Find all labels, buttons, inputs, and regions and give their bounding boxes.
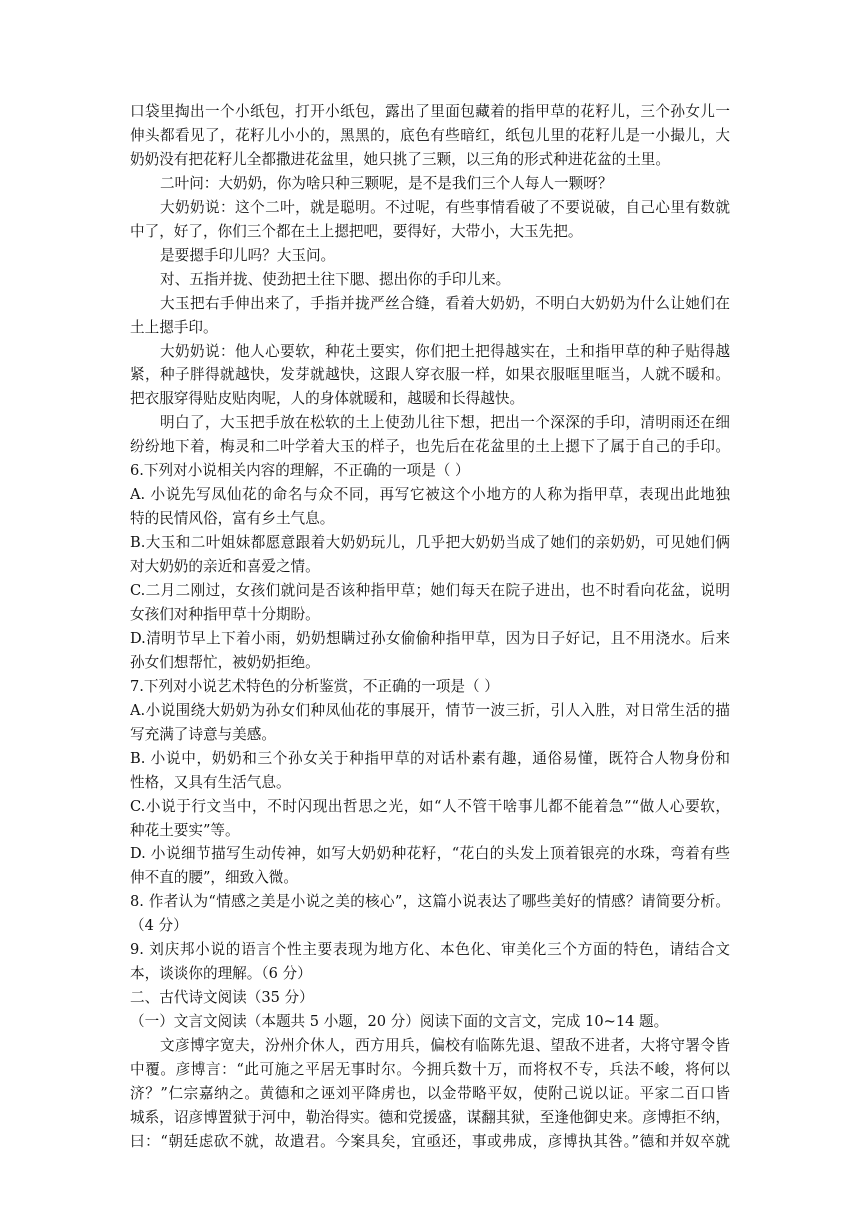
text-line: 特的民情风俗，富有乡土气息。 bbox=[130, 510, 335, 528]
text-line: 城系，诏彦博置狱于河中，勒治得实。德和党援盛，谋翻其狱，至逢他御史来。彦博拒不纳， bbox=[130, 1108, 730, 1126]
text-line: 伸不直的腰”，细致入微。 bbox=[130, 869, 298, 887]
text-line: 中了，好了，你们三个都在土上摁把吧，要得好，大带小，大玉先把。 bbox=[130, 222, 583, 240]
text-line: 本，谈谈你的理解。（6 分） bbox=[130, 965, 312, 983]
text-line: 纷纷地下着，梅灵和二叶学着大玉的样子，也先后在花盆里的土上摁下了属于自己的手印。 bbox=[130, 438, 730, 456]
text-line: 口袋里掏出一个小纸包，打开小纸包，露出了里面包藏着的指甲草的花籽儿，三个孙女儿一 bbox=[130, 103, 730, 120]
text-line: 紧，种子胖得就越快，发芽就越快，这跟人穿衣服一样，如果衣服哐里哐当，人就不暖和。 bbox=[130, 366, 730, 384]
text-line: 女孩们对种指甲草十分期盼。 bbox=[130, 605, 320, 623]
text-line: 大奶奶说：这个二叶，就是聪明。不过呢，有些事情看破了不要说破，自己心里有数就 bbox=[160, 198, 730, 216]
text-line: 大玉把右手伸出来了，手指并拢严丝合缝，看着大奶奶，不明白大奶奶为什么让她们在 bbox=[160, 294, 730, 312]
text-line: 对大奶奶的亲近和喜爱之情。 bbox=[130, 558, 320, 576]
text-line: 性格，又具有生活气息。 bbox=[130, 773, 291, 791]
text-line: 对、五指并拢、使劲把土往下腮、摁出你的手印儿来。 bbox=[160, 270, 511, 288]
text-line: 奶奶没有把花籽儿全都撒进花盆里，她只挑了三颗，以三角的形式种进花盆的土里。 bbox=[130, 150, 670, 168]
text-line: B.大玉和二叶姐妹都愿意跟着大奶奶玩儿，几乎把大奶奶当成了她们的亲奶奶，可见她们俩 bbox=[130, 534, 730, 552]
text-line: 伸头都看见了，花籽儿小小的，黑黑的，底色有些暗红，纸包儿里的花籽儿是一小撮儿，大 bbox=[130, 126, 730, 144]
text-line: 6.下列对小说相关内容的理解，不正确的一项是（ ） bbox=[130, 462, 470, 480]
text-line: （4 分） bbox=[130, 917, 188, 935]
text-line: 二叶问：大奶奶，你为啥只种三颗呢，是不是我们三个人每人一颗呀？ bbox=[160, 174, 613, 192]
text-line: 是要摁手印儿吗？大玉问。 bbox=[160, 246, 336, 264]
text-line: 二、古代诗文阅读（35 分） bbox=[130, 989, 314, 1007]
text-line: 8. 作者认为“情感之美是小说之美的核心”，这篇小说表达了哪些美好的情感？请简要分析。 bbox=[130, 893, 730, 911]
text-line: 把衣服穿得贴皮贴肉呢，人的身体就暖和，越暖和长得越快。 bbox=[130, 390, 525, 408]
text-line: 土上摁手印。 bbox=[130, 318, 218, 336]
text-line: A.小说围绕大奶奶为孙女们种凤仙花的事展开，情节一波三折，引人入胜，对日常生活的描 bbox=[130, 701, 730, 719]
text-line: 种花土要实”等。 bbox=[130, 821, 240, 839]
text-line: 7.下列对小说艺术特色的分析鉴赏，不正确的一项是（ ） bbox=[130, 677, 499, 695]
text-line: 孙女们想帮忙，被奶奶拒绝。 bbox=[130, 653, 320, 671]
text-line: 济？”仁宗嘉纳之。黄德和之诬刘平降虏也，以金带略平奴，使附己说以证。平家二百口皆 bbox=[130, 1084, 730, 1102]
text-line: 文彦博字宽夫，汾州介休人，西方用兵，偏校有临陈先退、望敌不进者，大将守署令皆 bbox=[160, 1037, 730, 1055]
text-line: 中覆。彦博言：“此可施之平居无事时尔。今拥兵数十万，而将权不专，兵法不峻，将何以 bbox=[130, 1061, 730, 1078]
text-line: 大奶奶说：他人心要软，种花土要实，你们把土把得越实在，土和指甲草的种子贴得越 bbox=[160, 342, 730, 360]
text-line: D.清明节早上下着小雨，奶奶想瞒过孙女偷偷种指甲草，因为日子好记，且不用浇水。后来 bbox=[130, 629, 730, 647]
text-line: A. 小说先写凤仙花的命名与众不同，再写它被这个小地方的人称为指甲草，表现出此地独 bbox=[130, 486, 730, 504]
text-line: 写充满了诗意与美感。 bbox=[130, 725, 276, 743]
text-line: C.小说于行文当中，不时闪现出哲思之光，如“人不管干啥事儿都不能着急”“做人心要软， bbox=[130, 797, 730, 815]
text-line: 明白了，大玉把手放在松软的土上使劲儿往下想，把出一个深深的手印，清明雨还在细 bbox=[160, 414, 730, 432]
text-line: 9. 刘庆邦小说的语言个性主要表现为地方化、本色化、审美化三个方面的特色，请结合文 bbox=[130, 941, 730, 959]
text-line: 曰：“朝廷虑砍不就，故遣君。今案具矣，宜亟还，事或弗成，彦博执其咎。”德和并奴卒就 bbox=[130, 1132, 730, 1150]
text-line: C.二月二刚过，女孩们就问是否该种指甲草；她们每天在院子进出，也不时看向花盆，说明 bbox=[130, 582, 730, 599]
text-line: （一）文言文阅读（本题共 5 小题，20 分）阅读下面的文言文，完成 10~14 题。 bbox=[130, 1013, 669, 1031]
text-line: D. 小说细节描写生动传神，如写大奶奶种花籽，“花白的头发上顶着银亮的水珠，弯着有些 bbox=[130, 845, 730, 863]
text-line: B. 小说中，奶奶和三个孙女关于种指甲草的对话朴素有趣，通俗易懂，既符合人物身份和 bbox=[130, 749, 730, 767]
